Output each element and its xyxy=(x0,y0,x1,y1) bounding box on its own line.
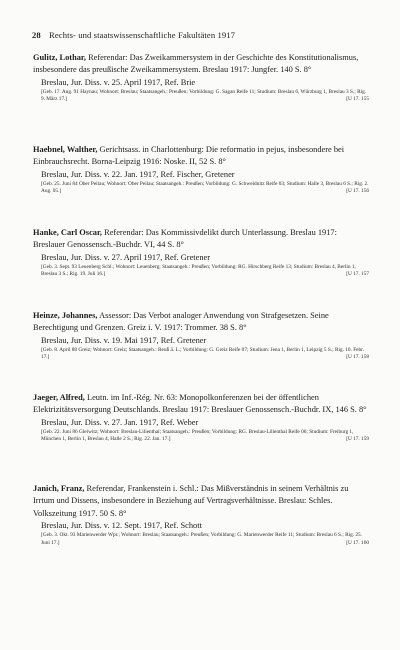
entry-text: Referendar: Das Kommissivdelikt durch Unterlassung. Breslau 1917: Breslauer Genossensch.-Buchdr. VI, 44 S. 8° xyxy=(33,228,337,250)
vita-text: [Geb. 3. Okt. 93 Marienwerder Wpr.; Wohnort: Breslau; Staatsangeh.: Preußen; Vorbildung: G. Marienwerder Reife 11; Studium: Breslau 6 S.; Rig. 25. Juni 17.] xyxy=(41,532,363,546)
entry-text: Assessor: Das Verbot analoger Anwendung von Strafgesetzen. Seine Berechtigung und Grenzen. Greiz i. V. 1917: Trommer. 38 S. 8° xyxy=(33,311,329,333)
vita-text: [Geb. 8. April 88 Greiz; Wohnort: Greiz; Staatsangeh.: Reuß ä. L.; Vorbildung: G. Greiz Reife 07; Studium: Jena 1, Berlin 1, Leipzig 5 S.; Rig. 10. Febr. 17.] xyxy=(41,346,364,361)
dissertation-line: Breslau, Jur. Diss. v. 22. Jan. 1917, Ref. Fischer, Gretener xyxy=(41,169,235,179)
shelf-signature: [U 17. 156 xyxy=(346,188,369,195)
vita-note xyxy=(41,89,369,104)
entry-haebnel xyxy=(33,144,369,196)
vita-note xyxy=(41,429,369,444)
vita-text: [Geb. 17. Aug. 91 Haynau; Wohnort: Breslau; Staatsangeh.: Preußen; Vorbildung: G. Sagan Reife 11; Studium: Breslau 6, Würzburg 1, Breslau 3 S.; Rig. 9. März 17.] xyxy=(41,88,367,103)
author-name: Janich, Franz, xyxy=(33,484,85,493)
dissertation-line: Breslau, Jur. Diss. v. 19. Mai 1917, Ref. Gretener xyxy=(41,335,207,345)
shelf-signature: [U 17. 157 xyxy=(346,271,369,278)
vita-text: [Geb. 3. Sept. 93 Leuenberg Schl.; Wohnort: Leuenberg; Staatsangeh.: Preußen; Vorbildung: RG. Hirschberg Reife 13; Studium: Breslau 4, Berlin 1, Breslau 3 S.; Rig. 19. Juli 16.] xyxy=(41,263,356,278)
vita-note xyxy=(41,532,369,547)
shelf-signature: [U 17. 159 xyxy=(346,436,369,443)
entry-title xyxy=(33,310,369,335)
entry-title xyxy=(33,52,369,77)
entry-text: Referendar, Frankenstein i. Schl.: Das Mißverständnis in seinem Verhältnis zu Irrtum und Dissens, insbesondere in Beziehung auf Vertragsverhältnisse. Breslau: Schles. Volkszeitung 1917. 50 S. 8° xyxy=(33,484,349,518)
vita-note xyxy=(41,181,369,196)
entry-title xyxy=(33,483,369,520)
entry-hanke xyxy=(33,227,369,279)
shelf-signature: [U 17. 158 xyxy=(346,354,369,361)
entry-gulitz xyxy=(33,52,369,104)
running-title: Rechts- und staatswissenschaftliche Fakultäten 1917 xyxy=(49,30,236,40)
entry-title xyxy=(33,392,369,417)
vita-note xyxy=(41,347,369,362)
entry-text: Gerichtsass. in Charlottenburg: Die reformatio in pejus, insbesondere bei Einbrauchsrecht. Borna-Leipzig 1916: Noske. II, 52 S. 8° xyxy=(33,145,345,167)
author-name: Heinze, Johannes, xyxy=(33,311,98,320)
page-header xyxy=(32,30,372,40)
dissertation-line: Breslau, Jur. Diss. v. 27. April 1917, Ref. Gretener xyxy=(41,252,211,262)
dissertation-line: Breslau, Jur. Diss. v. 12. Sept. 1917, Ref. Schott xyxy=(41,521,202,531)
dissertation-line: Breslau, Jur. Diss. v. 27. Jan. 1917, Ref. Weber xyxy=(41,417,199,427)
entry-text: Leutn. im Inf.-Rég. Nr. 63: Monopolkonferenzen bei der öffentlichen Elektrizitätsversorgung Deutschlands. Breslau 1917: Breslauer Genossensch.-Buchdr. IX, 146 S. 8° xyxy=(33,393,367,415)
entry-heinze xyxy=(33,310,369,362)
author-name: Hanke, Carl Oscar, xyxy=(33,228,103,237)
page-number: 28 xyxy=(32,30,41,40)
entry-title xyxy=(33,144,369,169)
shelf-signature: [U 17. 155 xyxy=(346,96,369,103)
vita-text: [Geb. 22. Juni 86 Gleiwitz; Wohnort: Breslau-Lilienthal; Staatsangeh.: Preußen; Vorbildung: RG. Breslau-Lilienthal Reife 06; Studium: Freiburg 1, München 1, Berlin 1, Breslau 4, Halle 2 S.; Rig. 22. Jan. 17.] xyxy=(41,428,354,443)
vita-text: [Geb. 25. Juni 84 Ober Peilau; Wohnort: Ober Peilau; Staatsangeh.: Preußen; Vorbildung: G. Schweidnitz Reife 03; Studium: Halle 3, Breslau 6 S.; Rig. 2. Aug. 05.] xyxy=(41,180,369,195)
entry-jaeger xyxy=(33,392,369,444)
entry-title xyxy=(33,227,369,252)
author-name: Gulitz, Lothar, xyxy=(33,53,86,62)
entry-text: Referendar: Das Zweikammersystem in der Geschichte des Konstitutionalismus, insbesondere das preußische Zweikammersystem. Breslau 1917: Jungfer. 140 S. 8° xyxy=(33,53,359,75)
entry-janich xyxy=(33,483,369,547)
author-name: Haebnel, Walther, xyxy=(33,145,98,154)
shelf-signature: [U 17. 160 xyxy=(346,539,369,546)
dissertation-line: Breslau, Jur. Diss. v. 25. April 1917, Ref. Brie xyxy=(41,77,196,87)
author-name: Jaeger, Alfred, xyxy=(33,393,85,402)
vita-note xyxy=(41,264,369,279)
